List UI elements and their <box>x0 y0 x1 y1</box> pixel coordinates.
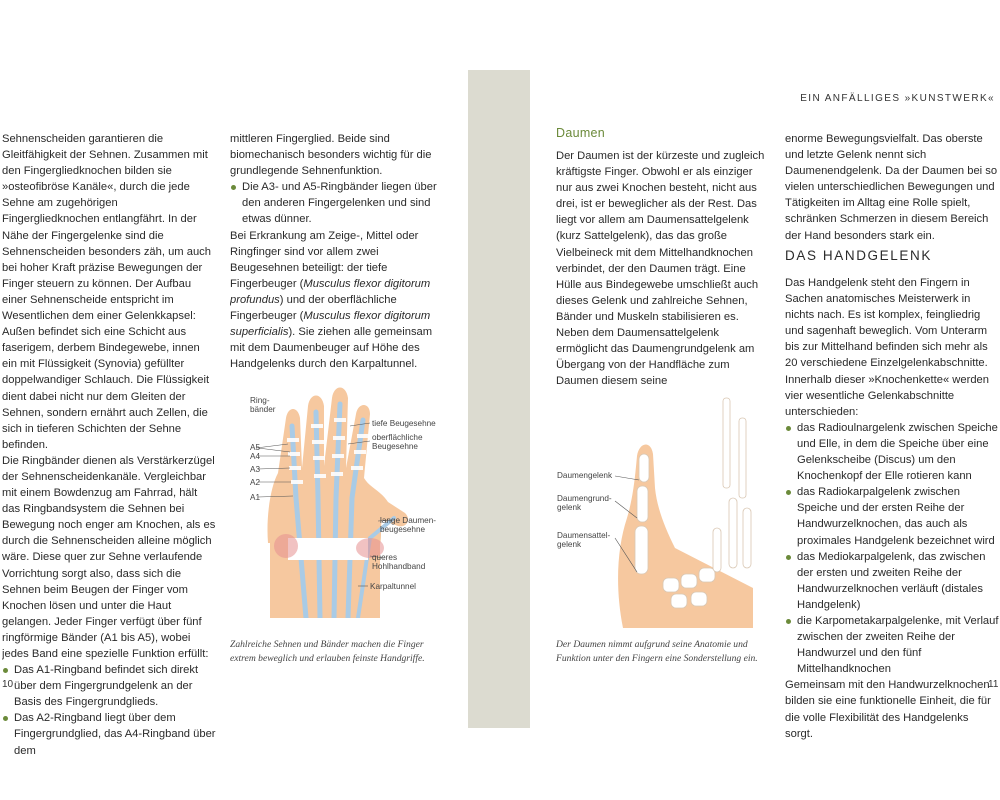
col1-bullet-2: Das A2-Ringband liegt über dem Fingergrundglied, das A4-Ringband über dem <box>2 710 216 758</box>
label-quer-line-1: queres <box>372 553 398 562</box>
col4-bullet-list <box>785 420 999 678</box>
col2-paragraph-2 <box>230 228 444 373</box>
label-a1: A1 <box>250 493 261 502</box>
label-karpaltunnel: Karpaltunnel <box>370 582 416 591</box>
label-queres-hohlhandband <box>372 553 426 571</box>
col2-text-c: ) und der oberflächliche Fingerbeuger ( <box>230 293 397 323</box>
col4-bullet-4: die Karpometakarpalgelenke, mit Verlauf zwischen der zweiten Reihe der Handwurzel und den fünf Mittelhandknochen <box>785 613 999 677</box>
label-tiefe-beugesehne: tiefe Beugesehne <box>372 419 436 428</box>
col1-bullet-1: Das A1-Ringband befindet sich direkt über dem Fingergrundgelenk an der Basis des Fingergrundglieds. <box>2 662 216 710</box>
column-2 <box>230 131 444 372</box>
col2-text-a: Bei Erkrankung am Zeige-, Mittel oder Ringfinger sind vor allem zwei Beugesehnen beteiligt: der tiefe Fingerbeuger ( <box>230 229 419 290</box>
label-oberflaechliche-beugesehne <box>372 433 423 451</box>
label-oberflaechliche-line-1: oberflächliche <box>372 433 423 442</box>
muscle-name-superficialis: Musculus flexor digitorum superficialis <box>230 310 431 339</box>
label-ringbaender <box>250 396 276 414</box>
col2-bullet-1: Die A3- und A5-Ringbänder liegen über den anderen Fingergelenken und sind etwas dünner. <box>230 179 444 227</box>
label-grund-line-1: Daumengrund- <box>557 494 612 503</box>
col4-paragraph-2: Das Handgelenk steht den Fingern in Sachen anatomisches Meisterwerk in nichts nach. Es ist komplex, feingliedrig und sagenhaft beweglich. Vom Unterarm bis zur Mittelhand befinden sich mehr als 20 verschiedene Einzelgelenkabschnitte. Innerhalb dieser »Knochenkette« werden vier wesentliche Gelenkabschnitte unterschieden: <box>785 277 990 418</box>
running-head: EIN ANFÄLLIGES »KUNSTWERK« <box>800 93 995 104</box>
label-daumengrundgelenk <box>557 494 612 512</box>
label-lange-line-1: lange Daumen- <box>380 516 436 525</box>
col4-bullet-3: das Mediokarpalgelenk, das zwischen der ersten und zweiten Reihe der Handwurzelknochen verläuft (distales Handgelenk) <box>785 549 999 613</box>
col3-paragraph-1: Der Daumen ist der kürzeste und zugleich kräftigste Finger. Obwohl er als einziger nur aus zwei Knochen besteht, nicht aus drei, ist er beweglicher als der Rest. Das liegt vor allem am Daumensattelgelenk (kurz Sattelgelenk), das das große Vielbeineck mit dem Mittelhandknochen verbindet, der den Daumen trägt. Eine Hülle aus Bindegewebe umschließt auch dieses Gelenk und zahlreiche Sehnen, Bänder und Muskeln stabilisieren es. Neben dem Daumensattelgelenk ermöglicht das Daumengrundgelenk am Übergang von der Handfläche zum Daumen diesem seine <box>556 150 765 388</box>
col4-bullet-1: das Radioulnargelenk zwischen Speiche und Elle, in dem die Speiche über eine Gelenkscheibe (Discus) um den Knochenkopf der Elle rotieren kann <box>785 420 999 484</box>
label-a3: A3 <box>250 465 261 474</box>
column-4-top <box>785 131 999 244</box>
column-3 <box>556 148 770 389</box>
label-daumensattelgelenk <box>557 531 611 549</box>
thumb-skeleton-illustration <box>553 378 753 628</box>
label-grund-line-2: gelenk <box>557 503 582 512</box>
hypothenar-highlight <box>274 534 298 558</box>
col4-bullet-2: das Radiokarpalgelenk zwischen Speiche und der ersten Reihe der Handwurzelknochen, das auch als proximales Handgelenk bezeichnet wird <box>785 484 999 548</box>
label-ringbaender-line-1: Ring- <box>250 396 270 405</box>
label-oberflaechliche-line-2: Beugesehne <box>372 442 418 451</box>
col4-paragraph-3: Gemeinsam mit den Handwurzelknochen bilden sie eine funktionelle Einheit, die für die volle Flexibilität des Handgelenks sorgt. <box>785 679 991 740</box>
hand-tendon-illustration <box>230 378 460 618</box>
col4-paragraph-1: enorme Bewegungsvielfalt. Das oberste und letzte Gelenk nennt sich Daumenendgelenk. Da der Daumen bei so vielen unterschiedlichen Bewegungen und Tätigkeiten im Alltag eine Rolle spielt, schränken Schmerzen in diesem Bereich der Hand besonders stark ein. <box>785 133 998 242</box>
col2-paragraph-1: mittleren Fingerglied. Beide sind biomechanisch besonders wichtig für die grundlegende Sehnenfunktion. <box>230 133 432 178</box>
label-lange-daumenbeugesehne <box>380 516 436 534</box>
page-number-left: 10 <box>2 679 14 690</box>
transverse-ligament <box>288 538 368 560</box>
col1-bullet-list <box>2 662 216 759</box>
label-a5: A5 <box>250 443 261 452</box>
label-quer-line-2: Hohlhandband <box>372 562 426 571</box>
figure2-caption: Der Daumen nimmt aufgrund seine Anatomie und Funktion unter den Fingern eine Sonderstellung ein. <box>556 639 758 664</box>
page-number-right: 11 <box>988 679 999 690</box>
section-head-handgelenk: DAS HANDGELENK <box>785 248 932 263</box>
col1-paragraph-1: Sehnenscheiden garantieren die Gleitfähigkeit der Sehnen. Zusammen mit den Fingergliedknochen bilden sie »osteofibröse Kanäle«, durch die jede Sehne am zugehörigen Fingergliedknochen entlangfährt. In der Nähe der Fingergelenke sind die Sehnenscheiden besonders zäh, um auch bei hoher Kraft präzise Bewegungen der Finger steuern zu können. Der Aufbau einer Sehnenscheide entspricht im Wesentlichen dem einer Gelenkkapsel: Außen befindet sich eine Schicht aus faserigem, derbem Bindegewebe, innen ein mit Flüssigkeit (Synovia) gefüllter doppelwandiger Schlauch. Die Flüssigkeit dient dabei nicht nur dem Gleiten der Sehnen, sondern ernährt auch Zellen, die sich in tieferen Schichten der Sehne befinden. <box>2 133 211 451</box>
muscle-name-profundus: Musculus flexor digitorum profundus <box>230 277 431 306</box>
figure1-caption: Zahlreiche Sehnen und Bänder machen die Finger extrem beweglich und erlauben feinste Handgriffe. <box>230 639 425 664</box>
column-4-body <box>785 275 999 742</box>
subhead-daumen: Daumen <box>556 126 606 140</box>
label-sattel-line-1: Daumensattel- <box>557 531 611 540</box>
label-sattel-line-2: gelenk <box>557 540 582 549</box>
label-lange-line-2: beugesehne <box>380 525 426 534</box>
label-daumengelenk: Daumengelenk <box>557 471 613 480</box>
page-gutter <box>468 70 530 728</box>
col2-text-e: ). Sie ziehen alle gemeinsam mit dem Daumenbeuger auf Höhe des Handgelenks durch den Karpaltunnel. <box>230 326 433 371</box>
label-a4: A4 <box>250 452 261 461</box>
label-a2: A2 <box>250 478 261 487</box>
label-ringbaender-line-2: bänder <box>250 405 276 414</box>
col1-paragraph-2: Die Ringbänder dienen als Verstärkerzügel der Sehnenscheidenkanäle. Vergleichbar mit einem Bowdenzug am Fahrrad, hält das Ringbandsystem die Sehnen bei Bewegung noch enger am Knochen, als es durch die Sehnenscheiden alleine möglich wäre. Diese quer zur Sehne verlaufende Vorrichtung sorgt also, dass sich die Sehnen beim Beugen der Finger vom Knochen lösen und unter die Haut gelangen. Jeder Finger verfügt über fünf ringförmige Bänder (A1 bis A5), wobei jedes Band eine spezielle Funktion erfüllt: <box>2 454 216 660</box>
col2-bullet-list <box>230 179 444 227</box>
column-1 <box>2 131 216 759</box>
